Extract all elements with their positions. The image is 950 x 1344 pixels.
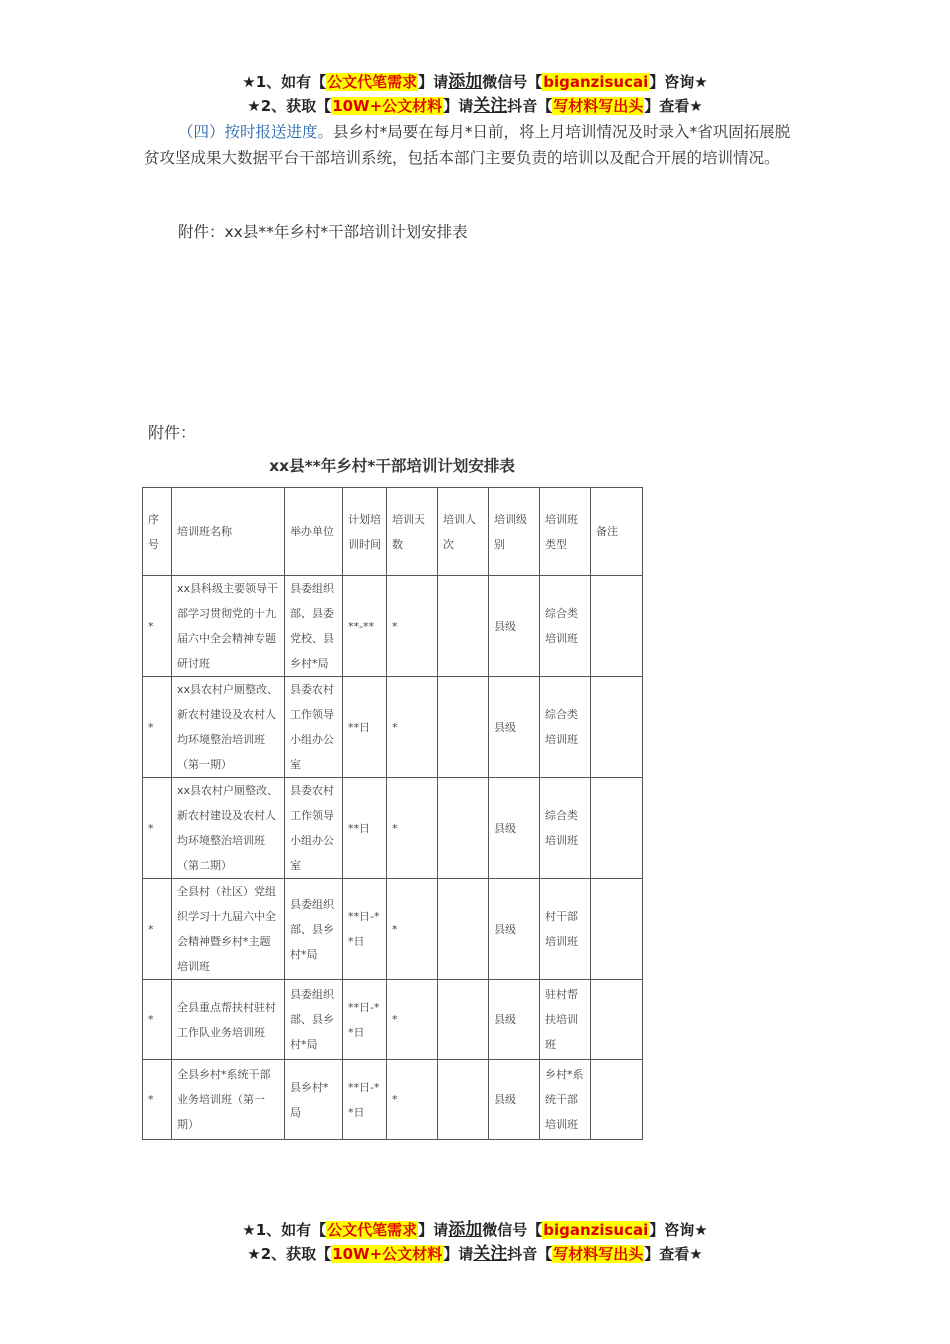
paragraph-text: 县乡村*局要在每月*日前，将上月培训情况及时录入*省巩固拓展脱贫攻坚成果大数据平台干部培训系统，包括本部门主要负责的培训以及配合开展的培训情况。	[144, 123, 791, 167]
table-cell: 综合类培训班	[540, 677, 591, 778]
table-cell: 县委农村工作领导小组办公室	[285, 778, 343, 879]
table-title: xx县**年乡村*干部培训计划安排表	[269, 457, 515, 475]
table-cell: 县级	[489, 576, 540, 677]
table-cell: *	[143, 879, 172, 980]
promo-banner-bottom	[0, 1218, 950, 1266]
highlight-text: 写材料写出头	[553, 1245, 644, 1263]
table-cell: **日-**日	[343, 980, 387, 1060]
table-cell: *	[143, 1060, 172, 1140]
training-plan-table	[142, 487, 643, 1140]
table-cell: *	[143, 778, 172, 879]
table-row	[143, 576, 643, 677]
promo-line-2: ★2、获取【10W+公文材料】请关注抖音【写材料写出头】查看★	[247, 96, 703, 116]
table-cell: **日	[343, 677, 387, 778]
highlight-text: 公文代笔需求	[327, 1221, 418, 1239]
table-cell: 县委组织部、县委党校、县乡村*局	[285, 576, 343, 677]
underlined-text: 关注	[473, 96, 508, 116]
table-cell: *	[143, 576, 172, 677]
promo-line-1: ★1、如有【公文代笔需求】请添加微信号【biganzisucai】咨询★	[242, 1220, 708, 1240]
table-cell: *	[387, 980, 438, 1060]
table-cell: 乡村*系统干部培训班	[540, 1060, 591, 1140]
table-row	[143, 1060, 643, 1140]
underlined-text: 添加	[448, 1220, 483, 1240]
table-cell: 全县乡村*系统干部业务培训班（第一期）	[172, 1060, 285, 1140]
highlight-text: biganzisucai	[543, 1221, 649, 1239]
table-cell: 驻村帮扶培训班	[540, 980, 591, 1060]
table-cell: *	[387, 879, 438, 980]
table-cell: 县级	[489, 879, 540, 980]
promo-line-1: ★1、如有【公文代笔需求】请添加微信号【biganzisucai】咨询★	[242, 72, 708, 92]
table-cell	[591, 778, 643, 879]
table-cell: 村干部培训班	[540, 879, 591, 980]
underlined-text: 添加	[448, 72, 483, 92]
table-cell: 全县村（社区）党组织学习十九届六中全会精神暨乡村*主题培训班	[172, 879, 285, 980]
table-cell	[591, 1060, 643, 1140]
highlight-text: 10W+公文材料	[332, 1245, 443, 1263]
highlight-text: biganzisucai	[543, 73, 649, 91]
table-cell: *	[387, 778, 438, 879]
table-cell: **-**	[343, 576, 387, 677]
table-cell	[438, 879, 489, 980]
table-cell: **日-**日	[343, 1060, 387, 1140]
body-paragraph	[144, 119, 804, 171]
table-cell: xx县农村户厕整改、新农村建设及农村人均环境整治培训班（第一期）	[172, 677, 285, 778]
table-cell: 综合类培训班	[540, 576, 591, 677]
table-cell: xx县农村户厕整改、新农村建设及农村人均环境整治培训班（第二期）	[172, 778, 285, 879]
header-cell: 举办单位	[285, 488, 343, 576]
highlight-text: 写材料写出头	[553, 97, 644, 115]
table-row	[143, 980, 643, 1060]
table-cell	[591, 576, 643, 677]
table-cell: *	[143, 980, 172, 1060]
header-cell: 培训人次	[438, 488, 489, 576]
table-row	[143, 778, 643, 879]
highlight-text: 10W+公文材料	[332, 97, 443, 115]
header-cell: 计划培训时间	[343, 488, 387, 576]
table-cell: 县乡村*局	[285, 1060, 343, 1140]
table-cell: *	[387, 576, 438, 677]
table-cell	[438, 1060, 489, 1140]
header-cell: 培训班类型	[540, 488, 591, 576]
table-cell: **日-**日	[343, 879, 387, 980]
promo-banner-top	[0, 70, 950, 118]
header-cell: 序号	[143, 488, 172, 576]
header-cell: 培训班名称	[172, 488, 285, 576]
table-cell: 县级	[489, 677, 540, 778]
table-cell: 县级	[489, 778, 540, 879]
table-cell: 县级	[489, 1060, 540, 1140]
table-cell: 全县重点帮扶村驻村工作队业务培训班	[172, 980, 285, 1060]
table-header-row	[143, 488, 643, 576]
table-cell	[591, 677, 643, 778]
promo-line-2: ★2、获取【10W+公文材料】请关注抖音【写材料写出头】查看★	[247, 1244, 703, 1264]
table-cell: 县级	[489, 980, 540, 1060]
table-row	[143, 879, 643, 980]
table-cell: 县委农村工作领导小组办公室	[285, 677, 343, 778]
table-cell: *	[387, 1060, 438, 1140]
highlight-text: 公文代笔需求	[327, 73, 418, 91]
header-cell: 培训天数	[387, 488, 438, 576]
table-cell	[591, 980, 643, 1060]
table-cell	[438, 778, 489, 879]
table-cell: **日	[343, 778, 387, 879]
table-cell	[438, 576, 489, 677]
underlined-text: 关注	[473, 1244, 508, 1264]
header-cell: 备注	[591, 488, 643, 576]
table-cell	[591, 879, 643, 980]
table-row	[143, 677, 643, 778]
table-cell: *	[143, 677, 172, 778]
header-cell: 培训级别	[489, 488, 540, 576]
paragraph-heading: （四）按时报送进度。	[178, 123, 334, 141]
table-cell: 县委组织部、县乡村*局	[285, 980, 343, 1060]
table-cell: *	[387, 677, 438, 778]
attachment-label: 附件：	[148, 423, 197, 442]
attachment-line: 附件：xx县**年乡村*干部培训计划安排表	[178, 223, 468, 241]
table-cell	[438, 980, 489, 1060]
table-cell: xx县科级主要领导干部学习贯彻党的十九届六中全会精神专题研讨班	[172, 576, 285, 677]
table-cell: 县委组织部、县乡村*局	[285, 879, 343, 980]
table-cell: 综合类培训班	[540, 778, 591, 879]
table-cell	[438, 677, 489, 778]
